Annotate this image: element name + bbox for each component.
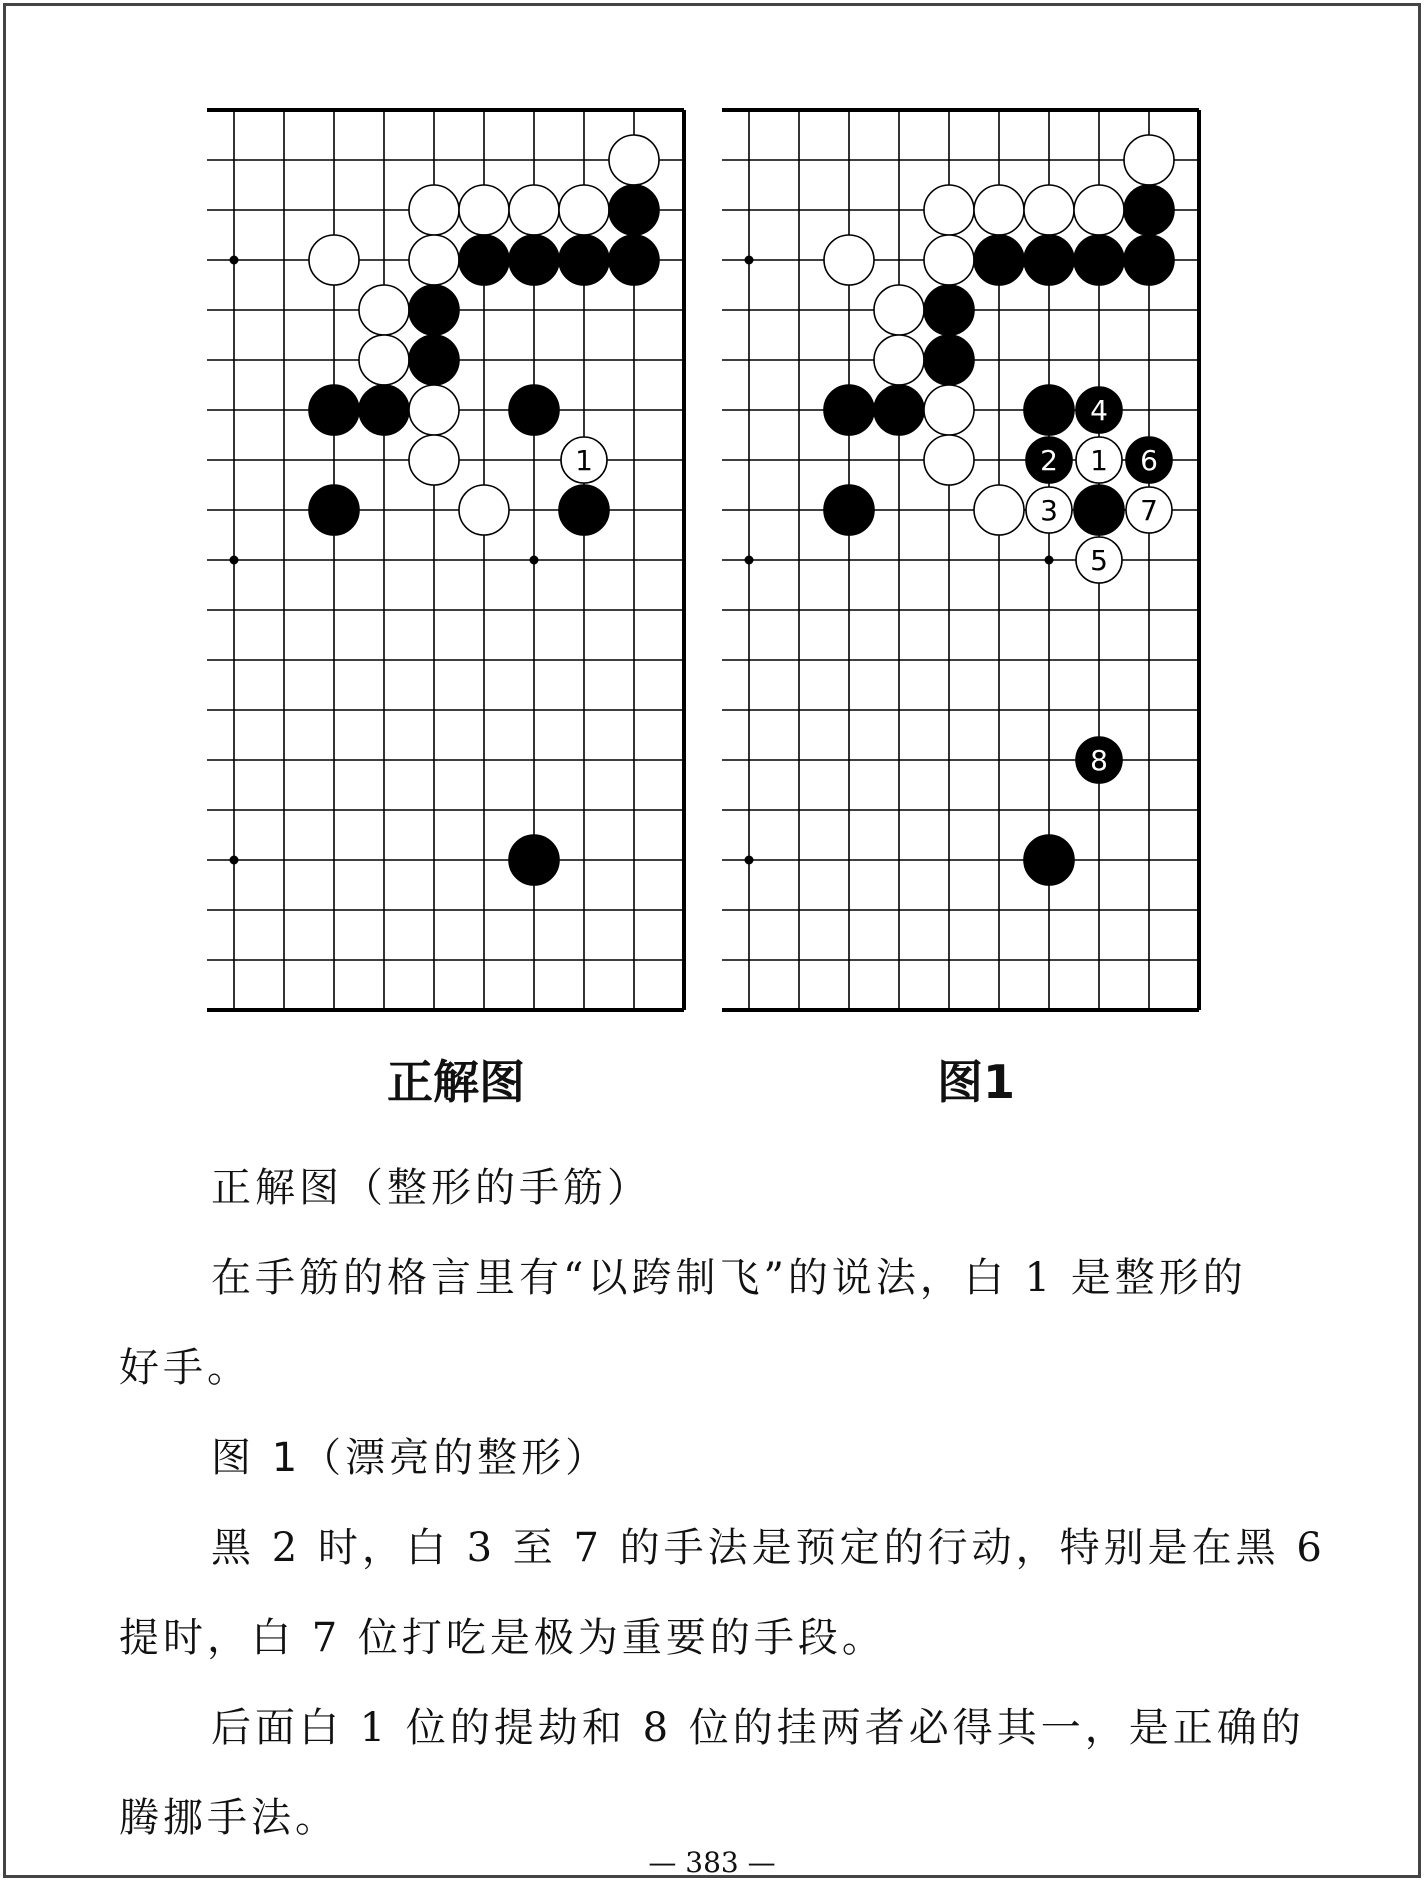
- star-point: [745, 856, 754, 865]
- black-stone: [1026, 437, 1072, 483]
- white-stone: [924, 385, 974, 435]
- white-stone: [974, 485, 1024, 535]
- star-point: [745, 256, 754, 265]
- paragraph-line: 后面白 1 位的提劫和 8 位的挂两者必得其一，是正确的: [211, 1705, 1305, 1751]
- black-stone: [559, 485, 609, 535]
- paragraph-line: 在手筋的格言里有“以跨制飞”的说法，白 1 是整形的: [211, 1255, 1247, 1301]
- white-stone: [1126, 487, 1172, 533]
- white-stone: [824, 235, 874, 285]
- white-stone: [874, 335, 924, 385]
- white-stone: [409, 235, 459, 285]
- black-stone: [409, 335, 459, 385]
- black-stone: [1126, 437, 1172, 483]
- white-stone: [409, 185, 459, 235]
- white-stone: [609, 135, 659, 185]
- white-stone: [309, 235, 359, 285]
- page-number: — 383 —: [648, 1846, 776, 1879]
- diagram-caption-correct: 正解图: [387, 1055, 525, 1109]
- black-stone: [1024, 835, 1074, 885]
- white-stone: [1124, 135, 1174, 185]
- star-point: [745, 556, 754, 565]
- star-point: [530, 556, 539, 565]
- stone-move-number: 1: [1090, 444, 1108, 477]
- black-stone: [309, 485, 359, 535]
- black-stone: [459, 235, 509, 285]
- stone-move-number: 2: [1040, 444, 1058, 477]
- white-stone: [359, 285, 409, 335]
- white-stone: [359, 335, 409, 385]
- white-stone: [924, 435, 974, 485]
- paragraph-line: 腾挪手法。: [119, 1795, 339, 1841]
- white-stone: [459, 485, 509, 535]
- black-stone: [974, 235, 1024, 285]
- go-diagram-correct: [207, 108, 692, 1028]
- star-point: [1045, 556, 1054, 565]
- white-stone: [1026, 487, 1072, 533]
- black-stone: [824, 385, 874, 435]
- white-stone: [559, 185, 609, 235]
- white-stone: [1074, 185, 1124, 235]
- white-stone: [509, 185, 559, 235]
- black-stone: [1124, 235, 1174, 285]
- diagram-caption-figure1: 图1: [936, 1055, 1015, 1109]
- stone-move-number: 8: [1090, 744, 1108, 777]
- black-stone: [1076, 737, 1122, 783]
- white-stone: [459, 185, 509, 235]
- black-stone: [609, 185, 659, 235]
- black-stone: [309, 385, 359, 435]
- white-stone: [409, 435, 459, 485]
- stone-move-number: 7: [1140, 494, 1158, 527]
- white-stone: [1024, 185, 1074, 235]
- black-stone: [824, 485, 874, 535]
- black-stone: [1074, 485, 1124, 535]
- white-stone: [924, 185, 974, 235]
- black-stone: [924, 335, 974, 385]
- white-stone: [1076, 437, 1122, 483]
- black-stone: [874, 385, 924, 435]
- star-point: [230, 256, 239, 265]
- paragraph-line: 好手。: [119, 1345, 251, 1391]
- star-point: [230, 856, 239, 865]
- section-heading-correct: 正解图（整形的手筋）: [211, 1165, 651, 1211]
- white-stone: [924, 235, 974, 285]
- black-stone: [1074, 235, 1124, 285]
- black-stone: [1124, 185, 1174, 235]
- black-stone: [409, 285, 459, 335]
- paragraph-line: 黑 2 时，白 3 至 7 的手法是预定的行动，特别是在黑 6: [211, 1525, 1326, 1571]
- black-stone: [359, 385, 409, 435]
- stone-move-number: 3: [1040, 494, 1058, 527]
- stone-move-number: 1: [575, 444, 593, 477]
- go-diagram-figure1: [722, 108, 1207, 1028]
- section-heading-figure1: 图 1（漂亮的整形）: [211, 1435, 610, 1481]
- black-stone: [509, 835, 559, 885]
- white-stone: [409, 385, 459, 435]
- black-stone: [609, 235, 659, 285]
- black-stone: [924, 285, 974, 335]
- white-stone: [1076, 537, 1122, 583]
- paragraph-line: 提时，白 7 位打吃是极为重要的手段。: [119, 1615, 886, 1661]
- stone-move-number: 6: [1140, 444, 1158, 477]
- stone-move-number: 4: [1090, 394, 1108, 427]
- stone-move-number: 5: [1090, 544, 1108, 577]
- black-stone: [1024, 235, 1074, 285]
- white-stone: [561, 437, 607, 483]
- book-page: [3, 3, 1421, 1878]
- white-stone: [874, 285, 924, 335]
- black-stone: [559, 235, 609, 285]
- black-stone: [1076, 387, 1122, 433]
- black-stone: [509, 235, 559, 285]
- black-stone: [1024, 385, 1074, 435]
- black-stone: [509, 385, 559, 435]
- star-point: [230, 556, 239, 565]
- white-stone: [974, 185, 1024, 235]
